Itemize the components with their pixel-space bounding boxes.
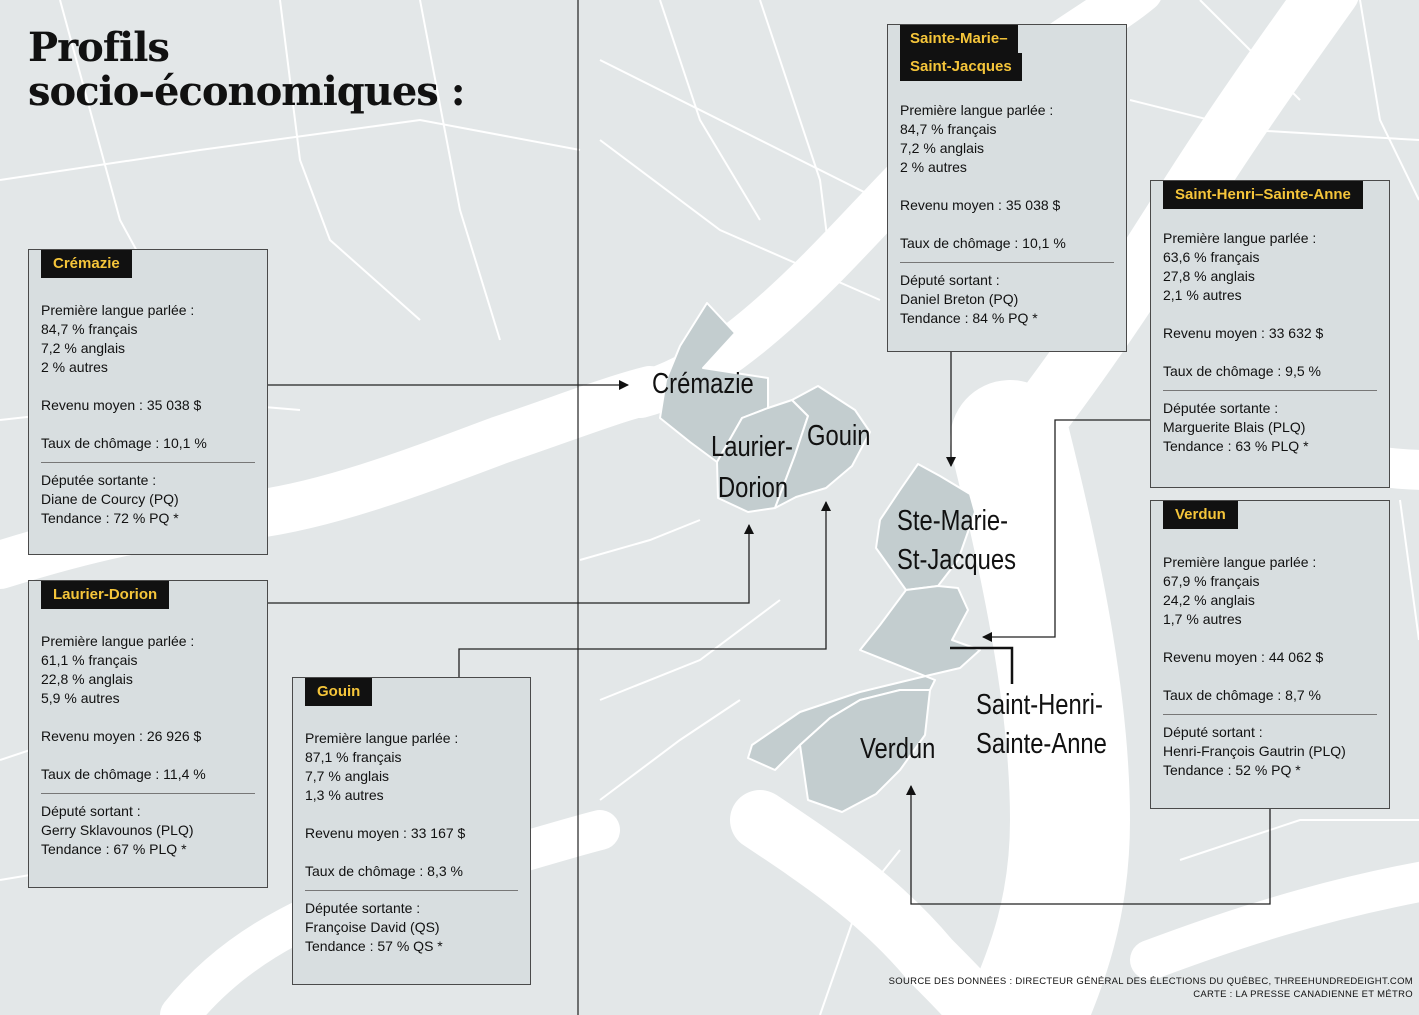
divider	[41, 793, 255, 794]
mp-label: Député sortant :	[41, 803, 141, 819]
mp-label: Député sortant :	[1163, 724, 1263, 740]
language-label: Première langue parlée :	[1163, 554, 1317, 570]
lang-english: 7,2 % anglais	[41, 340, 126, 356]
card-saint-henri-sainte-anne	[1150, 180, 1390, 488]
lang-other: 2 % autres	[41, 359, 108, 375]
source-credits	[889, 975, 1413, 1001]
unemployment: Taux de chômage : 9,5 %	[1163, 363, 1321, 379]
lang-other: 1,3 % autres	[305, 787, 384, 803]
map-label-saint-henri-1: Saint-Henri-	[976, 689, 1103, 721]
trend: Tendance : 72 % PQ *	[41, 510, 179, 526]
card-gouin	[292, 677, 531, 985]
income: Revenu moyen : 35 038 $	[41, 397, 202, 413]
income: Revenu moyen : 44 062 $	[1163, 649, 1324, 665]
trend: Tendance : 57 % QS *	[305, 938, 443, 954]
card-title: Gouin	[305, 678, 372, 706]
divider	[1163, 714, 1377, 715]
mp-label: Députée sortante :	[305, 900, 421, 916]
lang-english: 7,2 % anglais	[900, 140, 985, 156]
unemployment: Taux de chômage : 10,1 %	[900, 235, 1066, 251]
card-title: Crémazie	[41, 250, 132, 278]
unemployment: Taux de chômage : 11,4 %	[41, 766, 206, 782]
map-label-ste-marie-2: St-Jacques	[897, 544, 1016, 576]
mp-label: Député sortant :	[900, 272, 1000, 288]
income: Revenu moyen : 26 926 $	[41, 728, 202, 744]
language-label: Première langue parlée :	[41, 633, 195, 649]
lang-english: 27,8 % anglais	[1163, 268, 1255, 284]
lang-french: 61,1 % français	[41, 652, 138, 668]
card-cremazie	[28, 249, 268, 555]
unemployment: Taux de chômage : 10,1 %	[41, 435, 207, 451]
lang-french: 84,7 % français	[41, 321, 138, 337]
map-label-laurier-dorion-1: Laurier-	[711, 431, 793, 463]
source-line: SOURCE DES DONNÉES : DIRECTEUR GÉNÉRAL DES ÉLECTIONS DU QUÉBEC, THREEHUNDREDEIGHT.COM	[888, 976, 1413, 987]
lang-french: 84,7 % français	[900, 121, 997, 137]
card-ste-marie-st-jacques	[887, 24, 1127, 352]
map-label-ste-marie-1: Ste-Marie-	[897, 505, 1008, 537]
mp-label: Députée sortante :	[41, 472, 157, 488]
map-label-verdun: Verdun	[860, 733, 936, 765]
trend: Tendance : 67 % PLQ *	[41, 841, 187, 857]
trend: Tendance : 84 % PQ *	[900, 310, 1038, 326]
language-label: Première langue parlée :	[900, 102, 1054, 118]
card-title-line2: Saint-Jacques	[900, 53, 1022, 81]
lang-other: 2 % autres	[900, 159, 967, 175]
language-label: Première langue parlée :	[1163, 230, 1317, 246]
divider	[305, 890, 518, 891]
lang-english: 24,2 % anglais	[1163, 592, 1255, 608]
mp-name: Marguerite Blais (PLQ)	[1163, 419, 1306, 435]
unemployment: Taux de chômage : 8,3 %	[305, 863, 463, 879]
card-verdun	[1150, 500, 1390, 809]
map-label-laurier-dorion-2: Dorion	[718, 472, 789, 504]
lang-french: 87,1 % français	[305, 749, 402, 765]
divider	[41, 462, 255, 463]
page-title: Profils socio-économiques :	[28, 24, 465, 115]
income: Revenu moyen : 33 632 $	[1163, 325, 1324, 341]
map-label-cremazie: Crémazie	[652, 368, 754, 400]
unemployment: Taux de chômage : 8,7 %	[1163, 687, 1321, 703]
mp-name: Diane de Courcy (PQ)	[41, 491, 179, 507]
language-label: Première langue parlée :	[305, 730, 459, 746]
divider	[1163, 390, 1377, 391]
card-laurier-dorion	[28, 580, 268, 888]
language-label: Première langue parlée :	[41, 302, 195, 318]
lang-other: 2,1 % autres	[1163, 287, 1242, 303]
mp-name: Henri-François Gautrin (PLQ)	[1163, 743, 1346, 759]
lang-french: 67,9 % français	[1163, 573, 1260, 589]
lang-english: 22,8 % anglais	[41, 671, 133, 687]
trend: Tendance : 63 % PLQ *	[1163, 438, 1309, 454]
mp-name: Françoise David (QS)	[305, 919, 440, 935]
mp-name: Gerry Sklavounos (PLQ)	[41, 822, 194, 838]
lang-english: 7,7 % anglais	[305, 768, 390, 784]
income: Revenu moyen : 33 167 $	[305, 825, 466, 841]
map-label-gouin: Gouin	[807, 420, 871, 452]
card-title: Verdun	[1163, 501, 1238, 529]
mp-name: Daniel Breton (PQ)	[900, 291, 1019, 307]
card-title: Laurier-Dorion	[41, 581, 169, 609]
map-credit-line: CARTE : LA PRESSE CANADIENNE ET MÉTRO	[1193, 989, 1413, 1000]
lang-french: 63,6 % français	[1163, 249, 1260, 265]
card-title-line1: Sainte-Marie–	[900, 25, 1018, 53]
income: Revenu moyen : 35 038 $	[900, 197, 1061, 213]
map-label-saint-henri-2: Sainte-Anne	[976, 728, 1107, 760]
mp-label: Députée sortante :	[1163, 400, 1279, 416]
trend: Tendance : 52 % PQ *	[1163, 762, 1301, 778]
divider	[900, 262, 1114, 263]
lang-other: 1,7 % autres	[1163, 611, 1242, 627]
lang-other: 5,9 % autres	[41, 690, 120, 706]
card-title: Saint-Henri–Sainte-Anne	[1163, 181, 1363, 209]
